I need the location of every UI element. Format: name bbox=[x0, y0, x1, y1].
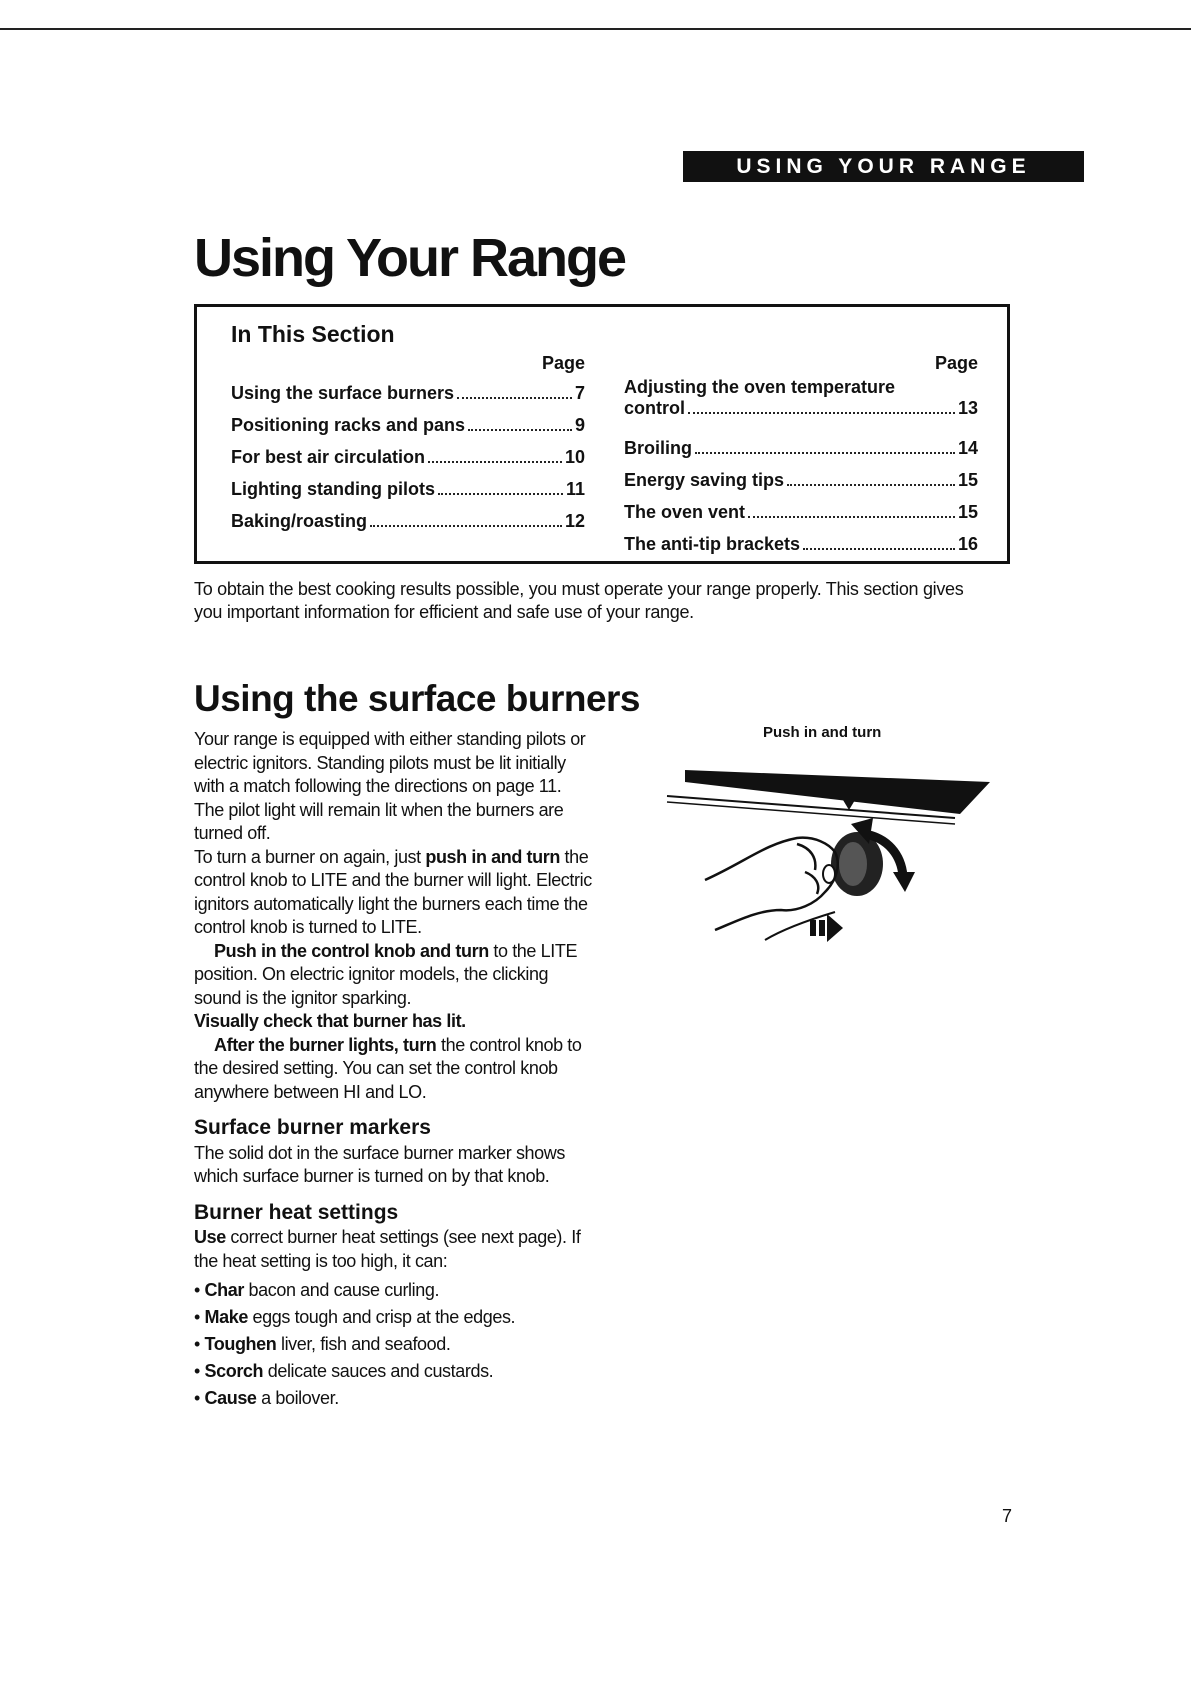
toc-entry[interactable] bbox=[231, 441, 585, 473]
top-rule bbox=[0, 28, 1191, 30]
toc-entry-label: Lighting standing pilots bbox=[231, 479, 435, 499]
heat-bullet-list bbox=[194, 1277, 594, 1412]
page-number: 7 bbox=[1002, 1506, 1013, 1526]
toc-entry[interactable] bbox=[231, 409, 585, 441]
list-item: • Char bacon and cause curling. bbox=[194, 1280, 440, 1300]
subsection-heading-markers: Surface burner markers bbox=[194, 1116, 431, 1139]
toc-entry[interactable] bbox=[624, 528, 978, 560]
toc-entry[interactable] bbox=[624, 377, 978, 421]
toc-entry-label: Broiling bbox=[624, 438, 692, 458]
knob-push-turn-illustration bbox=[665, 752, 995, 967]
intro-paragraph: To obtain the best cooking results possible, you must operate your range properly. This section gives you important information for efficient and safe use of your range. bbox=[194, 579, 964, 622]
toc-heading: In This Section bbox=[231, 321, 395, 347]
toc-entry-label: The anti-tip brackets bbox=[624, 534, 801, 554]
toc-entry-page: 13 bbox=[957, 398, 978, 418]
toc-entry-label: Energy saving tips bbox=[624, 470, 785, 490]
body-paragraph: Your range is equipped with either standing pilots or electric ignitors. Standing pilots must be lit initially with a match following the directions on page 11. The pilot light will remain lit when the burners are turned off. bbox=[194, 729, 586, 843]
toc-entry-page: 9 bbox=[574, 415, 585, 435]
toc-entry-page: 16 bbox=[957, 534, 978, 554]
section-tab: USING YOUR RANGE bbox=[683, 151, 1084, 182]
subsection-heading-heat: Burner heat settings bbox=[194, 1200, 399, 1224]
toc-entry[interactable] bbox=[231, 377, 585, 409]
body-paragraph: Use correct burner heat settings (see next page). If the heat setting is too high, it can: bbox=[194, 1227, 581, 1271]
body-paragraph: To turn a burner on again, just push in and turn the control knob to LITE and the burner will light. Electric ignitors automatically light the burners each time the control knob is turned to LITE. bbox=[194, 846, 592, 937]
body-paragraph: Push in the control knob and turn to the LITE position. On electric ignitor models, the clicking sound is the ignitor sparking. bbox=[194, 940, 578, 1008]
page-title: Using Your Range bbox=[194, 228, 626, 288]
toc-entry-label-cont: control bbox=[624, 398, 685, 418]
toc-page-label: Page bbox=[541, 353, 585, 373]
body-paragraph: The solid dot in the surface burner marker shows which surface burner is turned on by that knob. bbox=[194, 1142, 565, 1186]
toc-entry-page: 7 bbox=[574, 383, 585, 403]
toc-entry-label: Baking/roasting bbox=[231, 511, 368, 531]
toc-entry-page: 14 bbox=[957, 438, 978, 458]
list-item: • Make eggs tough and crisp at the edges. bbox=[194, 1307, 516, 1327]
list-item: • Scorch delicate sauces and custards. bbox=[194, 1361, 494, 1381]
toc-right-column bbox=[624, 349, 978, 560]
toc-entry-page: 11 bbox=[565, 479, 585, 499]
toc-entry-page: 15 bbox=[957, 470, 978, 490]
toc-entry-page: 10 bbox=[564, 447, 585, 467]
section-heading: Using the surface burners bbox=[194, 678, 641, 719]
toc-entry-page: 15 bbox=[957, 502, 978, 522]
toc-entry-label: Positioning racks and pans bbox=[231, 415, 466, 435]
body-paragraph: After the burner lights, turn the control knob to the desired setting. You can set the control knob anywhere between HI and LO. bbox=[194, 1034, 582, 1102]
figure-caption: Push in and turn bbox=[763, 724, 882, 741]
section-contents-box bbox=[194, 304, 1010, 564]
toc-entry[interactable] bbox=[624, 432, 978, 464]
toc-entry-label: Adjusting the oven temperature bbox=[624, 377, 896, 397]
toc-entry-label: Using the surface burners bbox=[231, 383, 455, 403]
toc-entry[interactable] bbox=[624, 464, 978, 496]
body-paragraph-bold: Visually check that burner has lit. bbox=[194, 1011, 466, 1031]
toc-entry-label: The oven vent bbox=[624, 502, 746, 522]
toc-entry[interactable] bbox=[624, 496, 978, 528]
toc-entry[interactable] bbox=[231, 505, 585, 537]
list-item: • Cause a boilover. bbox=[194, 1388, 339, 1408]
toc-left-column bbox=[231, 349, 585, 537]
toc-page-label: Page bbox=[934, 353, 978, 373]
toc-entry-page: 12 bbox=[564, 511, 585, 531]
toc-entry-label: For best air circulation bbox=[231, 447, 426, 467]
main-text-column bbox=[194, 728, 594, 1412]
list-item: • Toughen liver, fish and seafood. bbox=[194, 1334, 451, 1354]
toc-entry[interactable] bbox=[231, 473, 585, 505]
